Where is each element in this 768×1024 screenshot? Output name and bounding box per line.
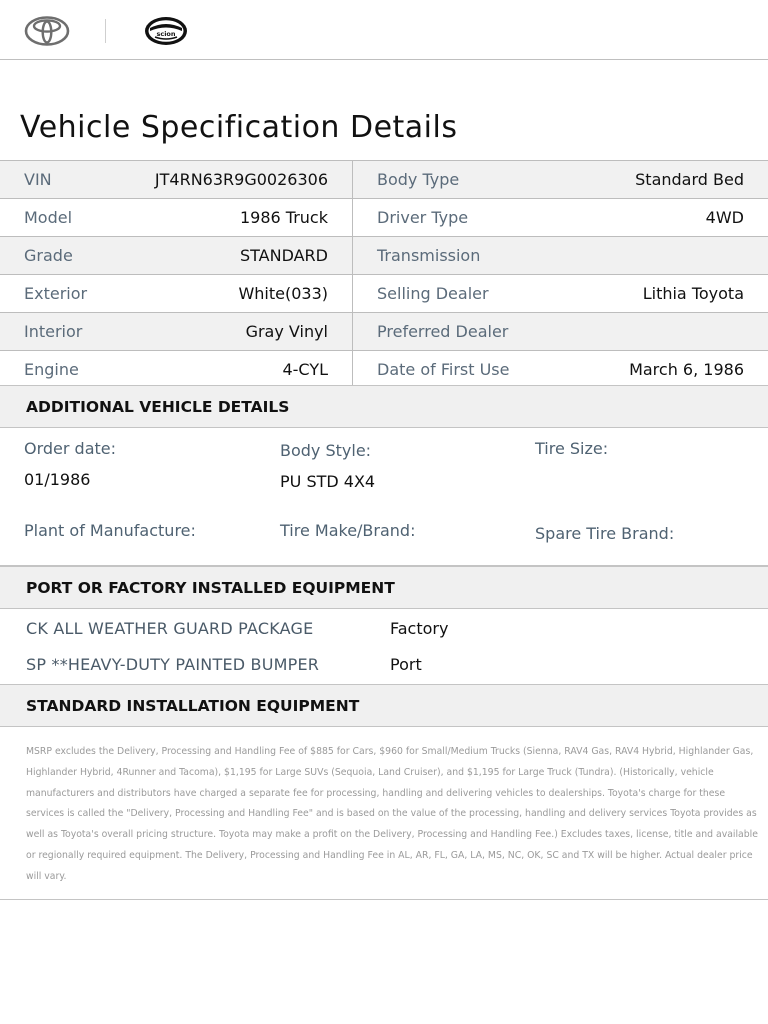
spec-label: Grade: [24, 246, 73, 265]
spec-value: Standard Bed: [635, 170, 744, 189]
additional-details-header: [0, 385, 768, 428]
installed-equipment-header: [0, 566, 768, 609]
svg-text:scion: scion: [156, 30, 176, 38]
body-style-label: Body Style:: [280, 441, 372, 460]
spec-value: March 6, 1986: [629, 360, 744, 379]
spec-value: 4WD: [705, 208, 744, 227]
spec-value: STANDARD: [239, 246, 328, 265]
spec-row: [0, 351, 768, 389]
order-date-value: 01/1986: [24, 470, 91, 489]
equipment-item-name: CK ALL WEATHER GUARD PACKAGE: [26, 619, 314, 638]
column-divider: [352, 199, 353, 236]
spec-label: Preferred Dealer: [377, 322, 509, 341]
tire-make-label: Tire Make/Brand:: [280, 521, 416, 540]
spec-label: Date of First Use: [377, 360, 510, 379]
spec-value: 1986 Truck: [239, 208, 328, 227]
spec-row: [0, 237, 768, 275]
plant-label: Plant of Manufacture:: [24, 521, 196, 540]
section-heading: PORT OR FACTORY INSTALLED EQUIPMENT: [26, 579, 395, 597]
equipment-item-source: Port: [390, 655, 422, 674]
spec-label: Model: [24, 208, 73, 227]
equipment-item-source: Factory: [390, 619, 449, 638]
spec-label: Interior: [24, 322, 83, 341]
spec-label: Body Type: [377, 170, 460, 189]
logo-divider: [105, 19, 106, 43]
spare-tire-label: Spare Tire Brand:: [535, 524, 675, 543]
spec-row: [0, 275, 768, 313]
divider: [0, 899, 768, 900]
equipment-list: [0, 608, 768, 685]
spec-table: [0, 160, 768, 389]
spec-label: Selling Dealer: [377, 284, 489, 303]
spec-row: [0, 161, 768, 199]
page-title: Vehicle Specification Details: [20, 110, 458, 145]
spec-row: [0, 313, 768, 351]
spec-value: 4-CYL: [282, 360, 328, 379]
equipment-item-name: SP **HEAVY-DUTY PAINTED BUMPER: [26, 655, 320, 674]
spec-label: Transmission: [377, 246, 481, 265]
tire-size-label: Tire Size:: [535, 439, 609, 458]
column-divider: [352, 351, 353, 388]
vin-value: JT4RN63R9G0026306: [154, 170, 328, 189]
standard-equipment-header: [0, 684, 768, 727]
spec-row: [0, 199, 768, 237]
spec-label: VIN: [24, 170, 52, 189]
logo-bar: [0, 0, 768, 60]
order-date-label: Order date:: [24, 439, 117, 458]
column-divider: [352, 275, 353, 312]
body-style-value: PU STD 4X4: [280, 472, 376, 491]
scion-logo-icon[interactable]: [143, 15, 189, 47]
section-heading: STANDARD INSTALLATION EQUIPMENT: [26, 697, 360, 715]
toyota-logo-icon[interactable]: [24, 15, 70, 47]
msrp-disclaimer: MSRP excludes the Delivery, Processing and Handling Fee of $885 for Cars, $960 for Small/Medium Trucks (Sienna, RAV4 Gas, RAV4 Hybrid, Highlander Gas, Highlander Hybrid, 4Runner and Tacoma), $1,195 for Large SUVs (Sequoia, Land Cruiser), and $1,195 for Large Truck (Tundra). (Historically, vehicle manufacturers and distributors have charged a separate fee for processing, handling and delivering vehicles to dealerships. Toyota's charge for these services is called the "Delivery, Processing and Handling Fee" and is based on the value of the processing, handling and delivery services Toyota provides as well as Toyota's overall pricing structure. Toyota may make a profit on the Delivery, Processing and Handling Fee.) Excludes taxes, license, title and available or regionally required equipment. The Delivery, Processing and Handling Fee in AL, AR, FL, GA, LA, MS, NC, OK, SC and TX will be higher. Actual dealer price will vary.: [26, 746, 758, 882]
spec-label: Driver Type: [377, 208, 469, 227]
spec-value: Lithia Toyota: [642, 284, 744, 303]
spec-label: Exterior: [24, 284, 88, 303]
column-divider: [352, 237, 353, 274]
section-heading: ADDITIONAL VEHICLE DETAILS: [26, 398, 290, 416]
column-divider: [352, 313, 353, 350]
spec-label: Engine: [24, 360, 79, 379]
spec-value: White(033): [238, 284, 328, 303]
additional-details-grid: [0, 427, 768, 566]
spec-value: Gray Vinyl: [245, 322, 328, 341]
column-divider: [352, 161, 353, 198]
